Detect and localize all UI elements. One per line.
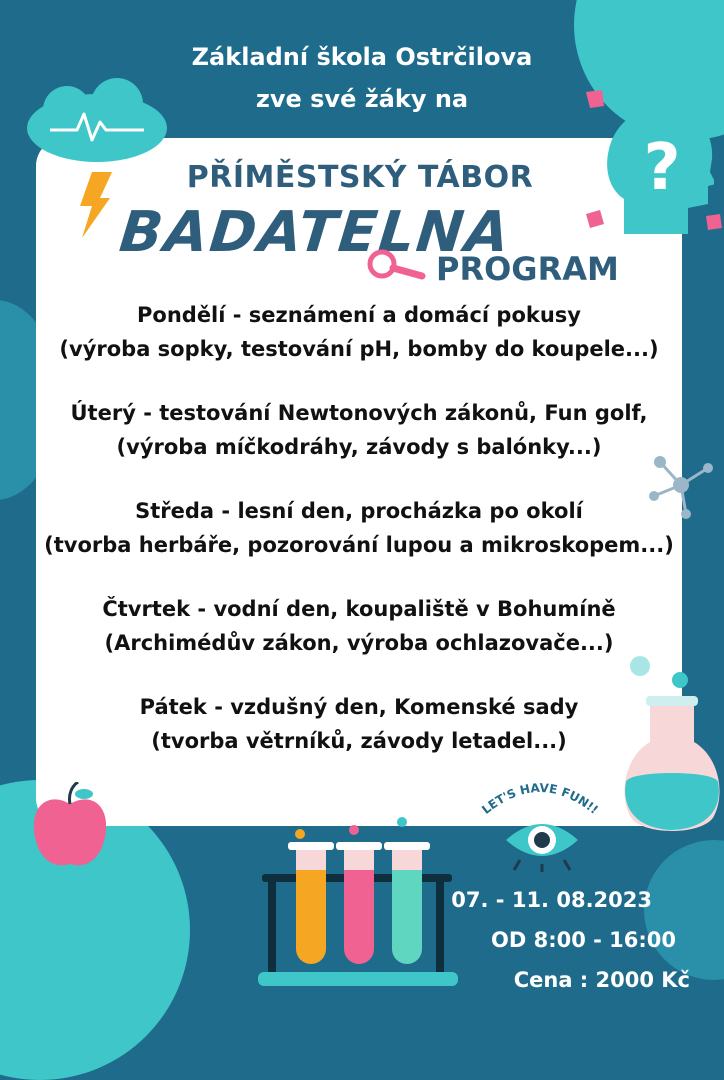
svg-text:?: ? (643, 131, 681, 205)
camp-name: BADATELNA (116, 200, 515, 265)
schedule-day (36, 298, 682, 366)
sparkle-icon (704, 212, 724, 232)
eye-icon (502, 808, 582, 872)
event-dates: 07. - 11. 08.2023 (451, 888, 652, 912)
day-detail: (Archimédův zákon, výroba ochlazovače...) (104, 631, 614, 655)
bg-wave-bottom-right (644, 840, 724, 980)
magnifier-icon (366, 246, 426, 282)
schedule-day (36, 494, 682, 562)
day-title: Pátek - vzdušný den, Komenské sady (139, 695, 579, 719)
event-hours: OD 8:00 - 16:00 (490, 928, 676, 952)
sparkle-icon (582, 88, 606, 110)
day-detail: (výroba sopky, testování pH, bomby do koupele...) (59, 337, 659, 361)
schedule-day (36, 690, 682, 758)
brain-cloud-icon (22, 78, 172, 168)
intro-invite: zve své žáky na (255, 85, 469, 113)
event-price: Cena : 2000 Kč (513, 968, 690, 992)
question-head-icon (604, 104, 714, 234)
day-title: Pondělí - seznámení a domácí pokusy (137, 303, 581, 327)
day-detail: (tvorba herbáře, pozorování lupou a mikroskopem...) (44, 533, 674, 557)
badge-text: LET'S HAVE FUN!! (479, 780, 601, 817)
rain-lines-icon (40, 688, 110, 778)
test-tubes-icon (258, 812, 458, 992)
day-title: Úterý - testování Newtonových zákonů, Fun golf, (70, 401, 648, 425)
apple-icon (30, 782, 110, 872)
day-detail: (výroba míčkodráhy, závody s balónky...) (116, 435, 602, 459)
schedule-list (36, 298, 682, 788)
sparkle-icon (584, 208, 606, 230)
day-title: Čtvrtek - vodní den, koupaliště v Bohumíně (102, 597, 616, 621)
intro-school: Základní škola Ostrčilova (191, 43, 533, 71)
day-detail: (tvorba větrníků, závody letadel...) (151, 729, 567, 753)
molecule-icon (646, 450, 716, 520)
schedule-day (36, 592, 682, 660)
schedule-day (36, 396, 682, 464)
program-heading: PROGRAM (436, 250, 619, 288)
lightning-icon (78, 172, 112, 238)
camp-title: PŘÍMĚSTSKÝ TÁBOR (186, 160, 534, 195)
day-title: Středa - lesní den, procházka po okolí (135, 499, 583, 523)
flask-icon (618, 652, 724, 842)
